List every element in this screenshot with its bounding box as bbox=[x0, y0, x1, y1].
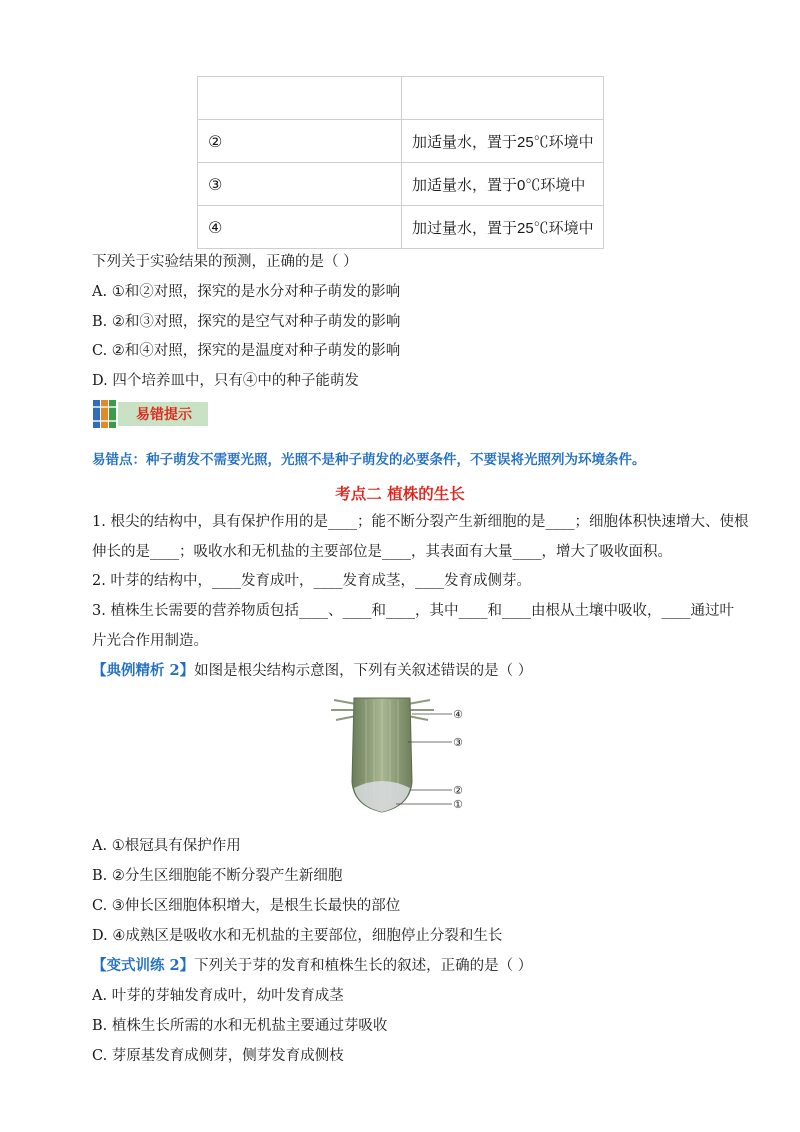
variant-tag: 【变式训练 2】 bbox=[92, 957, 195, 974]
books-icon bbox=[92, 398, 120, 430]
table-row bbox=[198, 77, 604, 120]
diagram-label-1: ① bbox=[453, 798, 463, 811]
table-row bbox=[198, 163, 604, 206]
table-row bbox=[198, 206, 604, 249]
dish-condition: 加适量水，置于25℃环境中 bbox=[402, 120, 604, 163]
dish-id: ③ bbox=[198, 163, 402, 206]
experiment-table bbox=[197, 76, 604, 249]
diagram-label-4: ④ bbox=[453, 708, 463, 721]
section-title: 考点二 植株的生长 bbox=[335, 484, 465, 503]
diagram-label-2: ② bbox=[453, 784, 463, 797]
dish-id: ② bbox=[198, 120, 402, 163]
dish-condition: 加适量水，置于0℃环境中 bbox=[402, 163, 604, 206]
banner-label: 易错提示 bbox=[136, 407, 192, 423]
option-a: A. ①根冠具有保护作用 bbox=[92, 838, 241, 854]
option-a: A. 叶芽的芽轴发育成叶，幼叶发育成茎 bbox=[92, 988, 344, 1004]
option-d: D. 四个培养皿中，只有④中的种子能萌发 bbox=[92, 373, 359, 389]
fill-line: 伸长的是____；吸收水和无机盐的主要部位是____，其表面有大量____，增大了吸收面积。 bbox=[92, 544, 672, 560]
fill-line: 片光合作用制造。 bbox=[92, 633, 208, 649]
option-c: C. 芽原基发育成侧芽，侧芽发育成侧枝 bbox=[92, 1048, 344, 1064]
table-row bbox=[198, 120, 604, 163]
dish-id bbox=[198, 77, 402, 120]
fill-line: 2. 叶芽的结构中，____发育成叶，____发育成茎，____发育成侧芽。 bbox=[92, 573, 531, 589]
option-c: C. ③伸长区细胞体积增大，是根生长最快的部位 bbox=[92, 898, 401, 914]
example-text: 如图是根尖结构示意图，下列有关叙述错误的是（ ） bbox=[194, 663, 533, 679]
variant-text: 下列关于芽的发育和植株生长的叙述，正确的是（ ） bbox=[194, 958, 533, 974]
error-tip-text: 易错点：种子萌发不需要光照，光照不是种子萌发的必要条件，不要误将光照列为环境条件。 bbox=[92, 452, 646, 468]
option-b: B. ②分生区细胞能不断分裂产生新细胞 bbox=[92, 868, 343, 884]
variant-question bbox=[92, 956, 532, 976]
dish-condition bbox=[402, 77, 604, 120]
example-tag: 【典例精析 2】 bbox=[92, 662, 195, 679]
option-b: B. ②和③对照，探究的是空气对种子萌发的影响 bbox=[92, 314, 401, 330]
dish-id: ④ bbox=[198, 206, 402, 249]
dish-condition: 加过量水，置于25℃环境中 bbox=[402, 206, 604, 249]
example-question bbox=[92, 661, 532, 681]
error-tip-banner bbox=[92, 398, 204, 430]
option-d: D. ④成熟区是吸收水和无机盐的主要部位，细胞停止分裂和生长 bbox=[92, 928, 503, 944]
fill-line: 1. 根尖的结构中，具有保护作用的是____；能不断分裂产生新细胞的是____；细胞体积快速增大、使根 bbox=[92, 514, 749, 530]
option-c: C. ②和④对照，探究的是温度对种子萌发的影响 bbox=[92, 343, 401, 359]
fill-line: 3. 植株生长需要的营养物质包括____、____和____，其中____和____由根从土壤中吸收，____通过叶 bbox=[92, 603, 734, 619]
diagram-label-3: ③ bbox=[453, 736, 463, 749]
root-tip-diagram bbox=[326, 694, 476, 824]
option-b: B. 植株生长所需的水和无机盐主要通过芽吸收 bbox=[92, 1018, 388, 1034]
option-a: A. ①和②对照，探究的是水分对种子萌发的影响 bbox=[92, 284, 401, 300]
question-stem: 下列关于实验结果的预测，正确的是（ ） bbox=[92, 254, 358, 270]
